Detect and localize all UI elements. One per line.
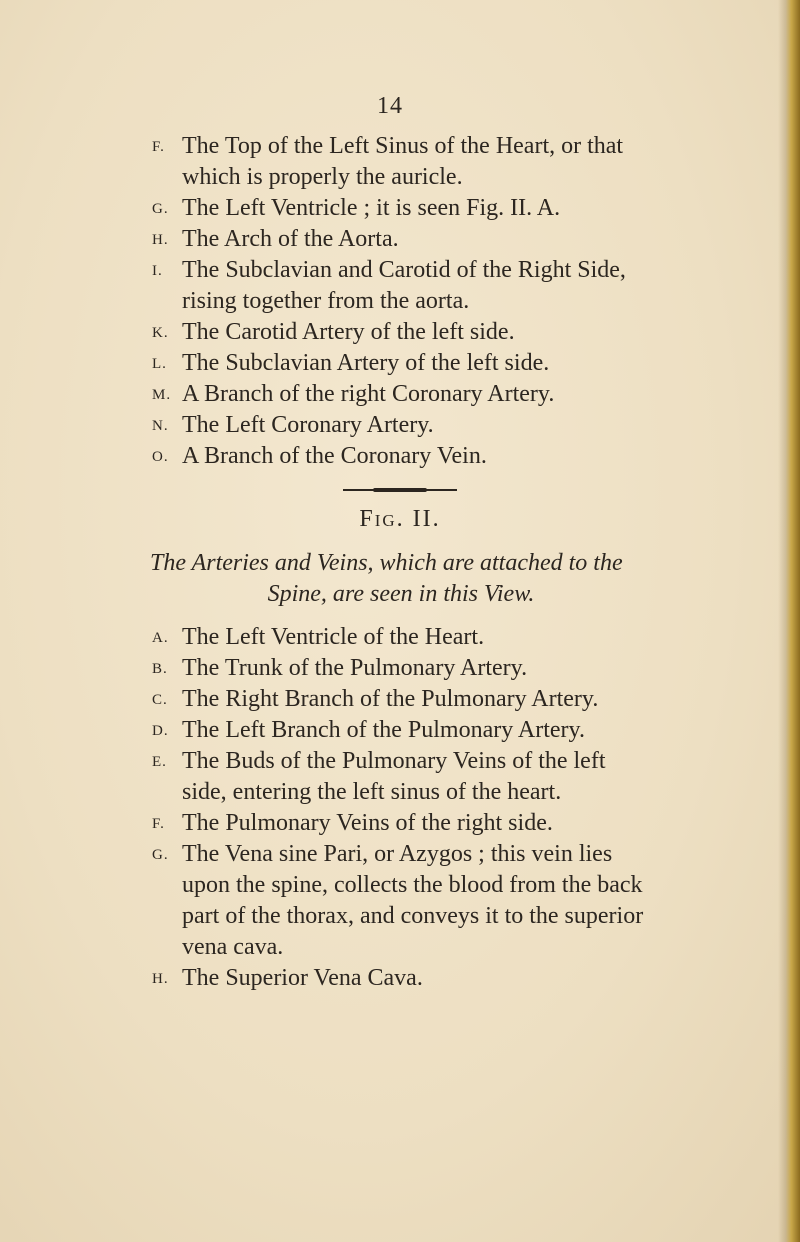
legend-entry xyxy=(0,715,800,746)
entry-letter: H. xyxy=(152,971,169,987)
entry-letter: I. xyxy=(152,263,163,279)
figure-caption xyxy=(150,548,652,610)
entry-text: A Branch of the right Coronary Artery. xyxy=(182,381,555,407)
legend-entry xyxy=(0,808,800,839)
entry-text: The Left Ventricle ; it is seen Fig. II. A. xyxy=(182,195,561,221)
legend-entry xyxy=(0,131,800,193)
entry-letter: E. xyxy=(152,754,167,770)
entry-text: The Superior Vena Cava. xyxy=(182,965,423,991)
legend-entry xyxy=(0,653,800,684)
section-divider xyxy=(343,489,457,491)
legend-list-fig2 xyxy=(0,622,800,994)
entry-text: The Pulmonary Veins of the right side. xyxy=(182,810,553,836)
entry-text: The Subclavian and Carotid of the Right Side, rising together from the aorta. xyxy=(182,257,626,314)
entry-text: The Left Branch of the Pulmonary Artery. xyxy=(182,717,585,743)
legend-list-fig1 xyxy=(0,131,800,472)
caption-line-2: Spine, are seen in this View. xyxy=(267,581,535,607)
legend-entry xyxy=(0,684,800,715)
entry-letter: A. xyxy=(152,630,169,646)
entry-letter: M. xyxy=(152,387,172,403)
entry-letter: N. xyxy=(152,418,169,434)
entry-letter: B. xyxy=(152,661,168,677)
entry-letter: H. xyxy=(152,232,169,248)
entry-letter: C. xyxy=(152,692,168,708)
entry-text: The Vena sine Pari, or Azygos ; this vein lies upon the spine, collects the blood from the back part of the thorax, and conveys it to the superior vena cava. xyxy=(182,841,644,960)
legend-entry xyxy=(0,317,800,348)
legend-entry xyxy=(0,224,800,255)
entry-letter: F. xyxy=(152,816,165,832)
entry-letter: O. xyxy=(152,449,169,465)
legend-entry xyxy=(0,410,800,441)
entry-text: The Left Ventricle of the Heart. xyxy=(182,624,485,650)
legend-entry xyxy=(0,746,800,808)
entry-letter: F. xyxy=(152,139,165,155)
entry-letter: K. xyxy=(152,325,169,341)
legend-entry xyxy=(0,839,800,963)
entry-letter: L. xyxy=(152,356,167,372)
entry-text: The Top of the Left Sinus of the Heart, or that which is properly the auricle. xyxy=(182,133,624,190)
entry-text: The Subclavian Artery of the left side. xyxy=(182,350,550,376)
entry-text: The Trunk of the Pulmonary Artery. xyxy=(182,655,528,681)
legend-entry xyxy=(0,441,800,472)
legend-entry xyxy=(0,379,800,410)
legend-entry xyxy=(0,348,800,379)
legend-entry xyxy=(0,622,800,653)
entry-letter: D. xyxy=(152,723,169,739)
entry-letter: G. xyxy=(152,847,169,863)
entry-text: The Right Branch of the Pulmonary Artery. xyxy=(182,686,599,712)
entry-text: The Left Coronary Artery. xyxy=(182,412,434,438)
legend-entry xyxy=(0,255,800,317)
legend-entry xyxy=(0,963,800,994)
caption-line-1: The Arteries and Veins, which are attached to the xyxy=(150,550,623,576)
entry-text: A Branch of the Coronary Vein. xyxy=(182,443,487,469)
entry-text: The Carotid Artery of the left side. xyxy=(182,319,515,345)
legend-entry xyxy=(0,193,800,224)
entry-text: The Buds of the Pulmonary Veins of the left side, entering the left sinus of the heart. xyxy=(182,748,606,805)
entry-text: The Arch of the Aorta. xyxy=(182,226,399,252)
entry-letter: G. xyxy=(152,201,169,217)
page-number: 14 xyxy=(377,93,403,119)
figure-title: Fig. II. xyxy=(359,506,441,532)
